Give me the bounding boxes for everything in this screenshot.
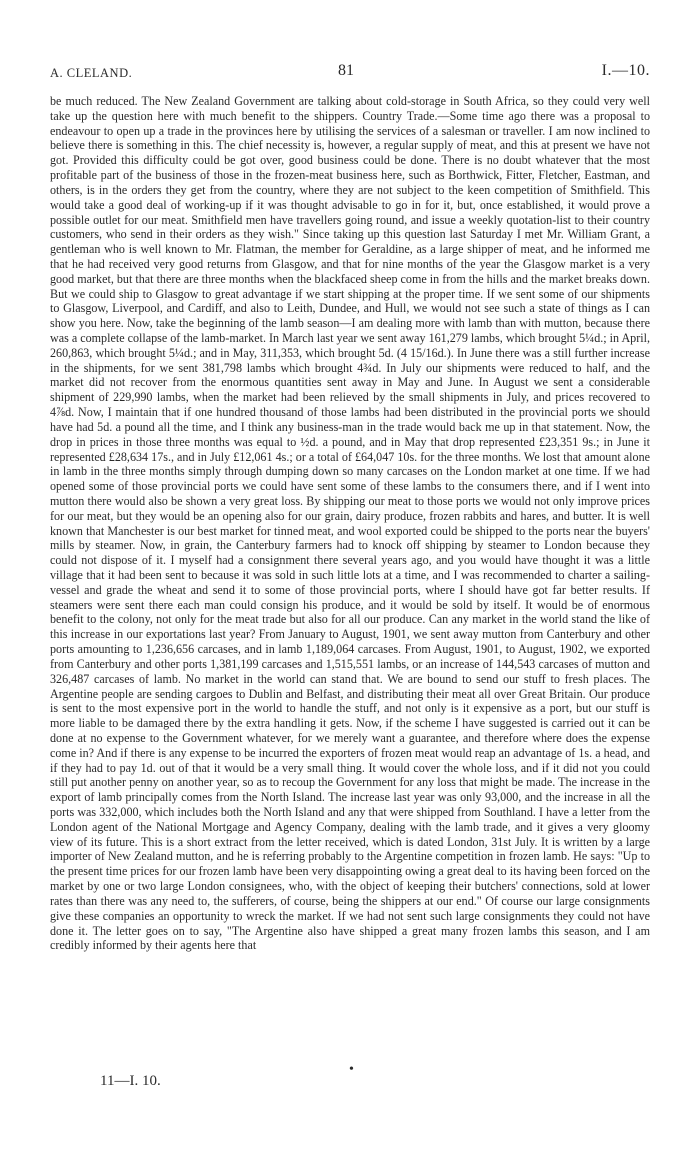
header-author: A. CLELAND. [50,66,133,80]
page-header [50,62,650,84]
footer-signature: 11—I. 10. [100,1073,161,1089]
page-number: 81 [338,62,354,79]
body-text [50,94,650,953]
header-reference: I.—10. [601,62,650,79]
body-paragraph: be much reduced. The New Zealand Government are talking about cold-storage in South Africa, so they could very well take up the question here with much benefit to the shippers. Country Trade.—Some time ago there was a proposal to endeavour to open up a trade in the provinces here by utilising the services of a salesman or traveller. I am now inclined to believe there is something in this. The chief necessity is, however, a regular supply of meat, and this at present we have not got. Provided this difficulty could be got over, good business could be done. There is no doubt whatever that the most profitable part of the business of those in the frozen-meat business here, such as Borthwick, Fitter, Fletcher, Eastman, and others, is in the orders they get from the country, where they are not subject to the keen competition of Smithfield. This would take a good deal of working-up if it was thought advisable to go in for it, but, once established, it would prove a possible outlet for our meat. Smithfield men have travellers going round, and issue a weekly quotation-list to their country customers, who send in their orders as they wish." Since taking up this question last Saturday I met Mr. William Grant, a gentleman who is well known to Mr. Flatman, the member for Geraldine, as a large shipper of meat, and he informed me that he had received very good returns from Glasgow, and that for nine months of the year the Glasgow market is a very good market, but that there are three months when the blackfaced sheep come in from the hills and the market breaks down. But we could ship to Glasgow to great advantage if we start shipping at the proper time. If we sent some of our shipments to Glasgow, Liverpool, and Cardiff, and also to Leith, Dundee, and Hull, we would not see such a state of things as I can show you here. Now, take the beginning of the lamb season—I am dealing more with lamb than with mutton, because there was a complete collapse of the lamb-market. In March last year we sent away 161,279 lambs, which brought 5¼d.; in April, 260,863, which brought 5¼d.; and in May, 311,353, which brought 5d. (4 15/16d.). In June there was a still further increase in the shipments, for we sent 381,798 lambs which brought 4¾d. In July our shipments were reduced to half, and the market did not recover from the enormous quantities sent away in May and June. In August we sent a considerable shipment of 229,990 lambs, when the market had been relieved by the small shipments in July, and prices recovered to 4⅞d. Now, I maintain that if one hundred thousand of those lambs had been distributed in the provincial ports we should have had 5d. a pound all the time, and I think any business-man in the trade would back me up in that statement. Now, the drop in prices in those three months was equal to ½d. a pound, and in May that drop represented £23,351 9s.; in June it represented £28,634 17s., and in July £12,061 4s.; or a total of £64,047 10s. for the three months. We lost that amount alone in lamb in the three months simply through dumping down so many carcases on the London market at one time. If we had opened some of those provincial ports we could have sent some of these lambs to the consumers there, and if I went into mutton there would also be shown a very great loss. By shipping our meat to those ports we would not only improve prices for our meat, but they would be an opening also for our grain, dairy produce, frozen rabbits and hares, and butter. It is well known that Manchester is our best market for tinned meat, and wool exported could be shipped to the ports near the buyers' mills by steamer. Now, in grain, the Canterbury farmers had to knock off shipping by steamer to London because they could not dispose of it. I myself had a consignment there several years ago, and you would have thought it was a little village that it had been sent to because it was sold in such little lots at a time, and I was recommended to charter a sailing-vessel and grade the wheat and send it to some of those provincial ports, where I should have got far better results. If steamers were sent there each man could consign his produce, and it would be sold by itself. It would be of enormous benefit to the colony, not only for the meat trade but also for all our produce. Can any market in the world stand the like of this increase in our exportations last year? From January to August, 1901, we sent away mutton from Canterbury and other ports amounting to 1,236,656 carcases, and in lamb 1,189,064 carcases. From August, 1901, to August, 1902, we exported from Canterbury and other ports 1,381,199 carcases and 1,515,551 lambs, or an increase of 144,543 carcases of mutton and 326,487 carcases of lamb. No market in the world can stand that. We are bound to send our stuff to fresh places. The Argentine people are sending cargoes to Dublin and Belfast, and distributing their meat all over Great Britain. Our produce is sent to the most expensive port in the world to handle the stuff, and not only is it expensive as a port, but our stuff is more liable to be damaged there by the extra handling it gets. Now, if the scheme I have suggested is carried out it can be done at no expense to the Government whatever, for we merely want a guarantee, and therefore where does the expense come in? And if there is any expense to be incurred the exporters of frozen meat would reap an advantage of 1s. a head, and if they had to pay 1d. out of that it would be a very small thing. It would cover the whole loss, and if it did not you could still put another penny on another year, so as to recoup the Government for any loss that might be made. The increase in the export of lamb principally comes from the North Island. The increase last year was only 93,000, and the increase in all the ports was 332,000, which includes both the North Island and any that were shipped from Southland. I have a letter from the London agent of the National Mortgage and Agency Company, dealing with the lamb trade, and it gives a very gloomy view of its future. This is a short extract from the letter received, which is dated London, 31st July. It is written by a large importer of New Zealand mutton, and he is referring probably to the Argentine competition in frozen lamb. He says: "Up to the present time prices for our frozen lamb have been very disappointing owing a great deal to its having been forced on the market by one or two large London consignees, who, with the object of keeping their butchers' connections, sold at lower rates than there was any need to, the sufferers, of course, being the shippers at our end." Of course our large consignments give these companies an opportunity to wreck the market. If we had not sent such large consignments they could not have done it. The letter goes on to say, "The Argentine also have shipped a great many frozen lambs this season, and I am credibly informed by their agents here that [50,94,650,953]
footer-dot: • [349,1062,354,1077]
